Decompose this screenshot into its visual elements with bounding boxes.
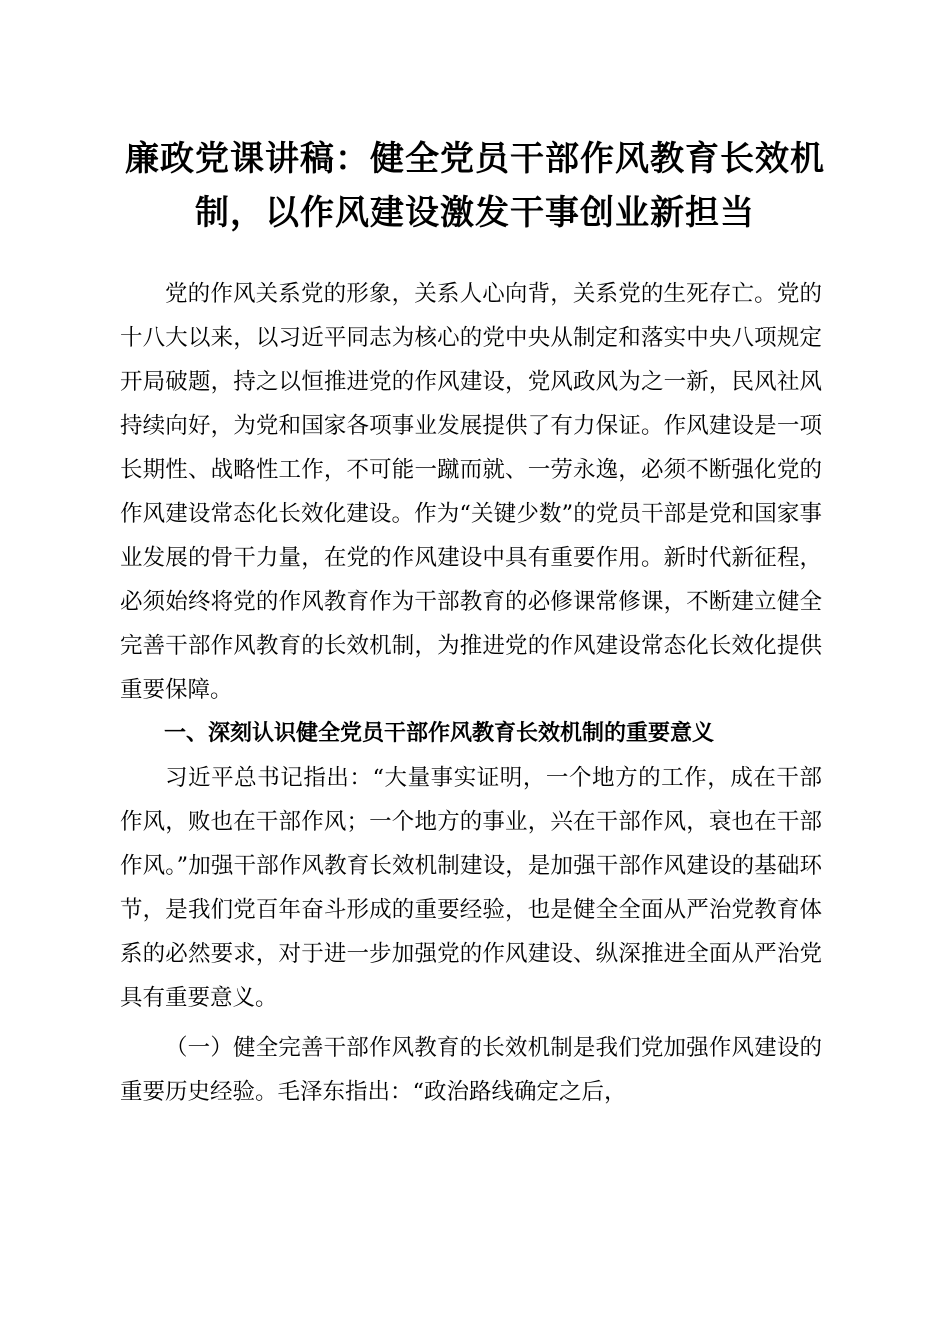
- document-body: [120, 272, 822, 1114]
- section-paragraph: 习近平总书记指出：“大量事实证明，一个地方的工作，成在干部作风，败也在干部作风；一个地方的事业，兴在干部作风，衰也在干部作风。”加强干部作风教育长效机制建设，是加强干部作风建设的基础环节，是我们党百年奋斗形成的重要经验，也是健全全面从严治党教育体系的必然要求，对于进一步加强党的作风建设、纵深推进全面从严治党具有重要意义。: [120, 765, 822, 1011]
- intro-paragraph: 党的作风关系党的形象，关系人心向背，关系党的生死存亡。党的十八大以来，以习近平同志为核心的党中央从制定和落实中央八项规定开局破题，持之以恒推进党的作风建设，党风政风为之一新，民风社风持续向好，为党和国家各项事业发展提供了有力保证。作风建设是一项长期性、战略性工作，不可能一蹴而就、一劳永逸，必须不断强化党的作风建设常态化长效化建设。作为“关键少数”的党员干部是党和国家事业发展的骨干力量，在党的作风建设中具有重要作用。新时代新征程，必须始终将党的作风教育作为干部教育的必修课常修课，不断建立健全完善干部作风教育的长效机制，为推进党的作风建设常态化长效化提供重要保障。: [120, 281, 822, 703]
- section-heading: 一、深刻认识健全党员干部作风教育长效机制的重要意义: [164, 721, 715, 746]
- subsection-paragraph: （一）健全完善干部作风教育的长效机制是我们党加强作风建设的重要历史经验。毛泽东指出：“政治路线确定之后，: [120, 1035, 822, 1105]
- document-title: 廉政党课讲稿：健全党员干部作风教育长效机制，以作风建设激发干事创业新担当: [125, 139, 825, 233]
